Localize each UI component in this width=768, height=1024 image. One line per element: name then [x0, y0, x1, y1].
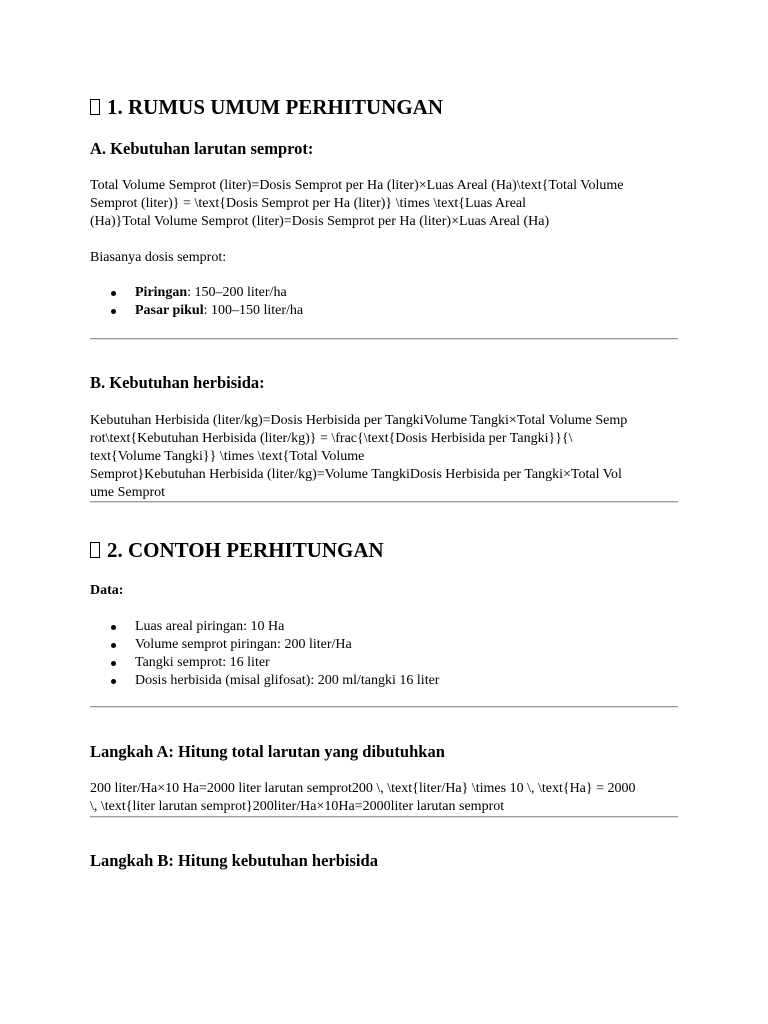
- formula-line: \, \text{liter larutan semprot}200liter/Ha×10Ha=2000liter larutan semprot: [90, 799, 505, 814]
- formula-line: text{Volume Tangki}} \times \text{Total Volume: [90, 449, 365, 464]
- formula-line: rot\text{Kebutuhan Herbisida (liter/kg)} = \frac{\text{Dosis Herbisida per Tangki}}{\: [90, 431, 573, 446]
- formula-line: Semprot}Kebutuhan Herbisida (liter/kg)=Volume TangkiDosis Herbisida per Tangki×Total Vol: [90, 467, 622, 482]
- dose-label: Piringan: [135, 285, 188, 300]
- step-b-heading: Langkah B: Hitung kebutuhan herbisida: [90, 851, 378, 870]
- divider: [90, 338, 678, 340]
- part-b-heading: B. Kebutuhan herbisida:: [90, 373, 265, 392]
- step-a-formula: [90, 780, 680, 816]
- part-b-formula: [90, 412, 680, 502]
- part-a-formula: [90, 177, 680, 231]
- dose-value: : 150–200 liter/ha: [187, 285, 287, 300]
- bullet-icon: [111, 643, 116, 648]
- bullet-icon: [111, 309, 116, 314]
- list-item: Dosis herbisida (misal glifosat): 200 ml/tangki 16 liter: [90, 672, 680, 690]
- dose-label: Pasar pikul: [135, 303, 204, 318]
- formula-line: Semprot (liter)} = \text{Dosis Semprot per Ha (liter)} \times \text{Luas Areal: [90, 196, 527, 211]
- formula-line: Total Volume Semprot (liter)=Dosis Semprot per Ha (liter)×Luas Areal (Ha)\text{Total Volume: [90, 178, 624, 193]
- bullet-icon: [111, 291, 116, 296]
- list-item: Tangki semprot: 16 liter: [90, 654, 680, 672]
- missing-glyph-icon: [90, 542, 100, 558]
- dose-list: [90, 284, 680, 320]
- formula-line: 200 liter/Ha×10 Ha=2000 liter larutan semprot200 \, \text{liter/Ha} \times 10 \, \text{Ha} = 2000: [90, 781, 636, 796]
- data-label: Data:: [90, 583, 124, 598]
- formula-line: Kebutuhan Herbisida (liter/kg)=Dosis Herbisida per TangkiVolume Tangki×Total Volume Semp: [90, 413, 628, 428]
- dose-value: : 100–150 liter/ha: [203, 303, 304, 318]
- bullet-icon: [111, 625, 116, 630]
- list-item: [90, 302, 680, 320]
- divider: [90, 706, 678, 708]
- bullet-icon: [111, 661, 116, 666]
- list-item: [90, 284, 680, 302]
- data-list: [90, 618, 680, 690]
- list-item: Volume semprot piringan: 200 liter/Ha: [90, 636, 680, 654]
- part-a-heading: A. Kebutuhan larutan semprot:: [90, 139, 314, 158]
- section-2-title: 2. CONTOH PERHITUNGAN: [90, 537, 680, 563]
- section-1-title: 1. RUMUS UMUM PERHITUNGAN: [90, 94, 680, 120]
- missing-glyph-icon: [90, 99, 100, 115]
- step-a-heading: Langkah A: Hitung total larutan yang dibutuhkan: [90, 742, 445, 761]
- formula-line: (Ha)}Total Volume Semprot (liter)=Dosis Semprot per Ha (liter)×Luas Areal (Ha): [90, 214, 550, 229]
- bullet-icon: [111, 679, 116, 684]
- divider: [90, 816, 678, 818]
- divider: [90, 501, 678, 503]
- list-item: Luas areal piringan: 10 Ha: [90, 618, 680, 636]
- formula-line: ume Semprot: [90, 485, 166, 500]
- dose-intro: Biasanya dosis semprot:: [90, 250, 227, 265]
